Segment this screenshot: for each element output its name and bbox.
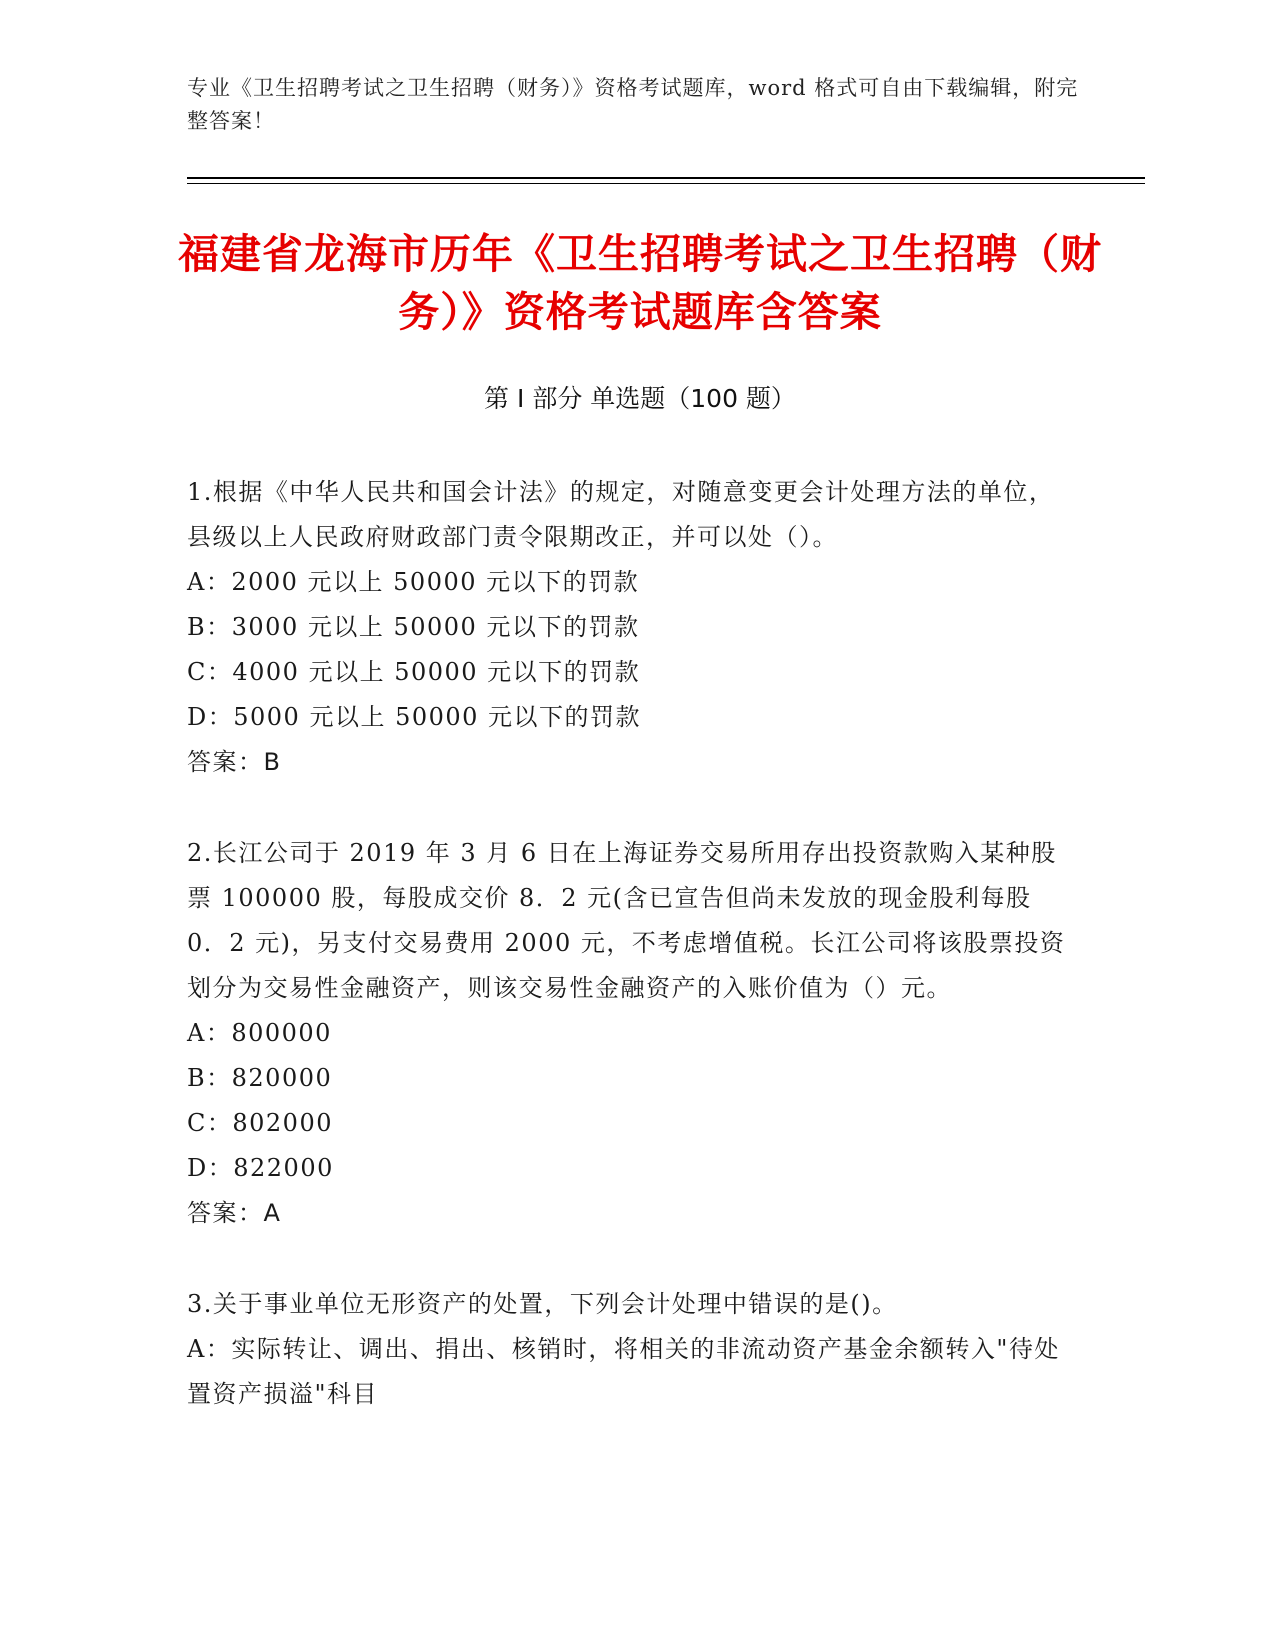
option-a: A：实际转让、调出、捐出、核销时，将相关的非流动资产基金余额转入"待处置资产损溢"科目 (187, 1335, 1060, 1408)
option-b: B：820000 (187, 1064, 333, 1092)
option-b: B：3000 元以上 50000 元以下的罚款 (187, 613, 640, 641)
question-stem: 2.长江公司于 2019 年 3 月 6 日在上海证券交易所用存出投资款购入某种股票 100000 股，每股成交价 8．2 元(含已宣告但尚未发放的现金股利每股 0．2 元)，另支付交易费用 2000 元，不考虑增值税。长江公司将该股票投资划分为交易性金融资产，则该交易性金融资产的入账价值为（）元。 (187, 839, 1066, 1002)
question-stem: 1.根据《中华人民共和国会计法》的规定，对随意变更会计处理方法的单位，县级以上人民政府财政部门责令限期改正，并可以处（）。 (187, 478, 1055, 551)
header-divider-thick (187, 177, 1145, 179)
option-c: C：4000 元以上 50000 元以下的罚款 (187, 658, 641, 686)
section-heading: 第 I 部分 单选题（100 题） (484, 384, 796, 413)
header-divider-thin (187, 183, 1145, 184)
question-1 (187, 470, 1067, 785)
question-list (187, 470, 1067, 1463)
option-a: A：800000 (187, 1019, 332, 1047)
answer: 答案：B (187, 748, 282, 776)
answer: 答案：A (187, 1199, 282, 1227)
question-2 (187, 831, 1067, 1236)
option-c: C：802000 (187, 1109, 333, 1137)
question-stem: 3.关于事业单位无形资产的处置，下列会计处理中错误的是()。 (187, 1290, 898, 1318)
option-d: D：822000 (187, 1154, 334, 1182)
option-d: D：5000 元以上 50000 元以下的罚款 (187, 703, 642, 731)
question-3 (187, 1282, 1067, 1417)
option-a: A：2000 元以上 50000 元以下的罚款 (187, 568, 640, 596)
header-note: 专业《卫生招聘考试之卫生招聘（财务）》资格考试题库，word 格式可自由下载编辑，附完整答案！ (187, 76, 1079, 133)
document-title: 福建省龙海市历年《卫生招聘考试之卫生招聘（财务）》资格考试题库含答案 (178, 230, 1102, 336)
